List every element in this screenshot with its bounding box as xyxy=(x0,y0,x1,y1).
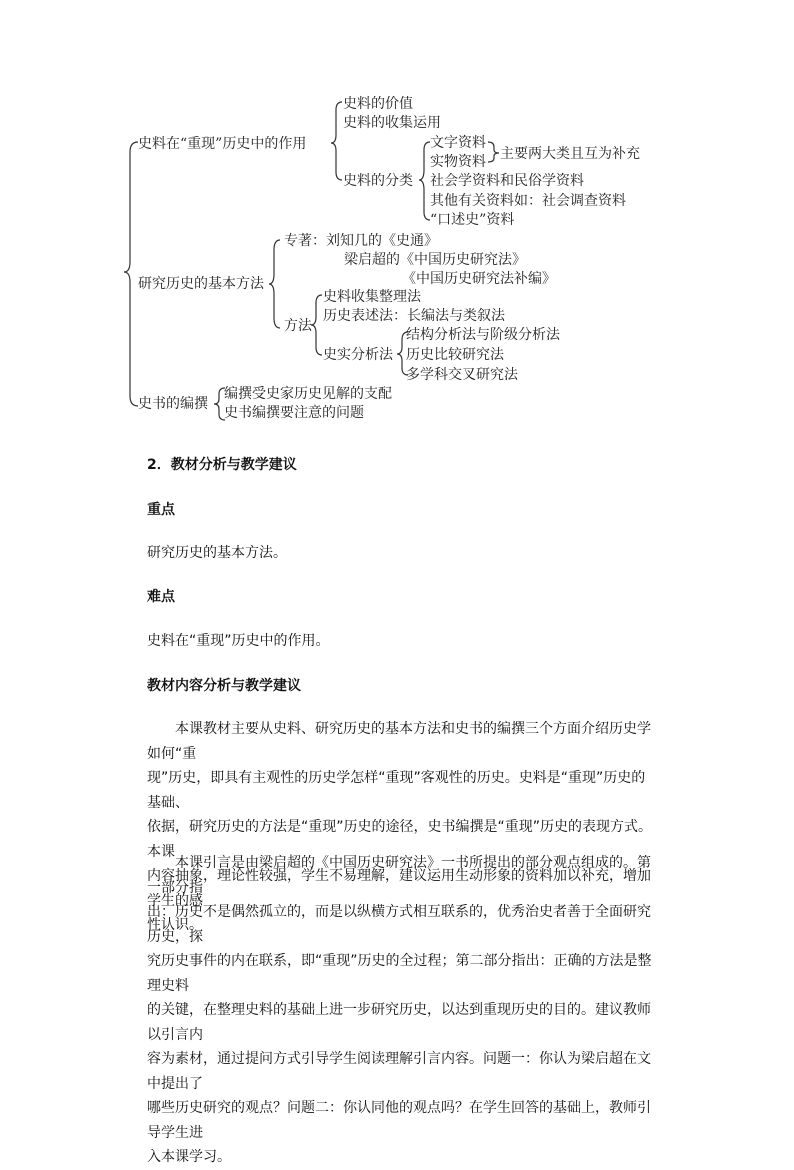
paragraph-1-line: 本课教材主要从史料、研究历史的基本方法和史书的编撰三个方面介绍历史学如何“重 xyxy=(147,721,651,762)
node-n2-2-3-1: 结构分析法与阶级分析法 xyxy=(406,327,560,343)
node-n1-3-4: 其他有关资料如：社会调查资料 xyxy=(430,193,626,209)
paragraph-2-line: 容为素材，通过提问方式引导学生阅读理解引言内容。问题一：你认为梁启超在文中提出了 xyxy=(147,1051,651,1092)
node-n1-3: 史料的分类 xyxy=(343,173,413,189)
brace-n1 xyxy=(331,102,342,180)
paragraph-1-line: 现”历史，即具有主观性的历史学怎样“重现”客观性的历史。史料是“重现”历史的基础、 xyxy=(147,770,646,811)
node-n1-3-1: 文字资料 xyxy=(430,135,486,151)
focus-heading: 重点 xyxy=(147,502,175,518)
node-n2-2-2: 历史表述法：长编法与类叙法 xyxy=(323,308,505,324)
node-n2-2-3-3: 多学科交叉研究法 xyxy=(406,367,518,383)
brace-n1-3 xyxy=(419,142,430,220)
section-heading: 2．教材分析与教学建议 xyxy=(147,457,297,473)
node-n2-2-3: 史实分析法 xyxy=(323,347,393,363)
brace-n1-3-note xyxy=(488,142,499,162)
paragraph-2-line: 出：历史不是偶然孤立的，而是以纵横方式相互联系的，优秀治史者善于全面研究历史，探 xyxy=(147,904,651,945)
node-n1-3-note: 主要两大类且互为补充 xyxy=(500,146,640,162)
paragraph-2 xyxy=(147,851,657,1170)
node-n1-1: 史料的价值 xyxy=(343,96,413,112)
paragraph-1-line: 依据，研究历史的方法是“重现”历史的途径，史书编撰是“重现”历史的表现方式。本课 xyxy=(147,819,653,860)
brace-n2 xyxy=(269,240,280,328)
paragraph-2-line: 究历史事件的内在联系，即“重现”历史的全过程；第二部分指出：正确的方法是整理史料 xyxy=(147,953,652,994)
paragraph-1-line: 性认识。 xyxy=(147,917,203,933)
node-n2-1: 专著：刘知几的《史通》 xyxy=(284,233,438,249)
paragraph-2-line: 的关键，在整理史料的基础上进一步研究历史，以达到重现历史的目的。建议教师以引言内 xyxy=(147,1002,651,1043)
node-n2-1-b: 梁启超的《中国历史研究法》 xyxy=(344,252,526,268)
knowledge-structure-diagram xyxy=(0,0,794,440)
focus-text: 研究历史的基本方法。 xyxy=(147,545,287,561)
node-n1-3-2: 实物资料 xyxy=(430,154,486,170)
node-n2: 研究历史的基本方法 xyxy=(138,276,264,292)
node-n2-2-1: 史料收集整理法 xyxy=(323,289,421,305)
node-n2-1-c: 《中国历史研究法补编》 xyxy=(402,271,556,287)
node-n1-3-3: 社会学资料和民俗学资料 xyxy=(430,173,584,189)
node-n1: 史料在“重现”历史中的作用 xyxy=(138,136,307,152)
paragraph-2-line: 入本课学习。 xyxy=(147,1149,231,1165)
analysis-heading: 教材内容分析与教学建议 xyxy=(147,678,301,694)
difficulty-text: 史料在“重现”历史中的作用。 xyxy=(147,633,330,649)
paragraph-2-line: 哪些历史研究的观点？问题二：你认同他的观点吗？在学生回答的基础上，教师引导学生进 xyxy=(147,1100,651,1141)
brace-n2-2 xyxy=(311,295,322,355)
paragraph-2-line: 本课引言是由梁启超的《中国历史研究法》一书所提出的部分观点组成的。第一部分指 xyxy=(147,855,651,896)
node-n2-2: 方法 xyxy=(284,318,312,334)
main-brace xyxy=(124,142,138,406)
node-n1-2: 史料的收集运用 xyxy=(343,115,441,131)
paragraph-1-line: 内容抽象，理论性较强，学生不易理解，建议运用生动形象的资料加以补充，增加学生的感 xyxy=(147,868,651,909)
node-n3: 史书的编撰 xyxy=(138,396,208,412)
difficulty-heading: 难点 xyxy=(147,589,175,605)
node-n1-3-5: “口述史”资料 xyxy=(430,212,515,228)
node-n3-2: 史书编撰要注意的问题 xyxy=(224,405,364,421)
node-n3-1: 编撰受史家历史见解的支配 xyxy=(224,386,392,402)
node-n2-2-3-2: 历史比较研究法 xyxy=(406,347,504,363)
